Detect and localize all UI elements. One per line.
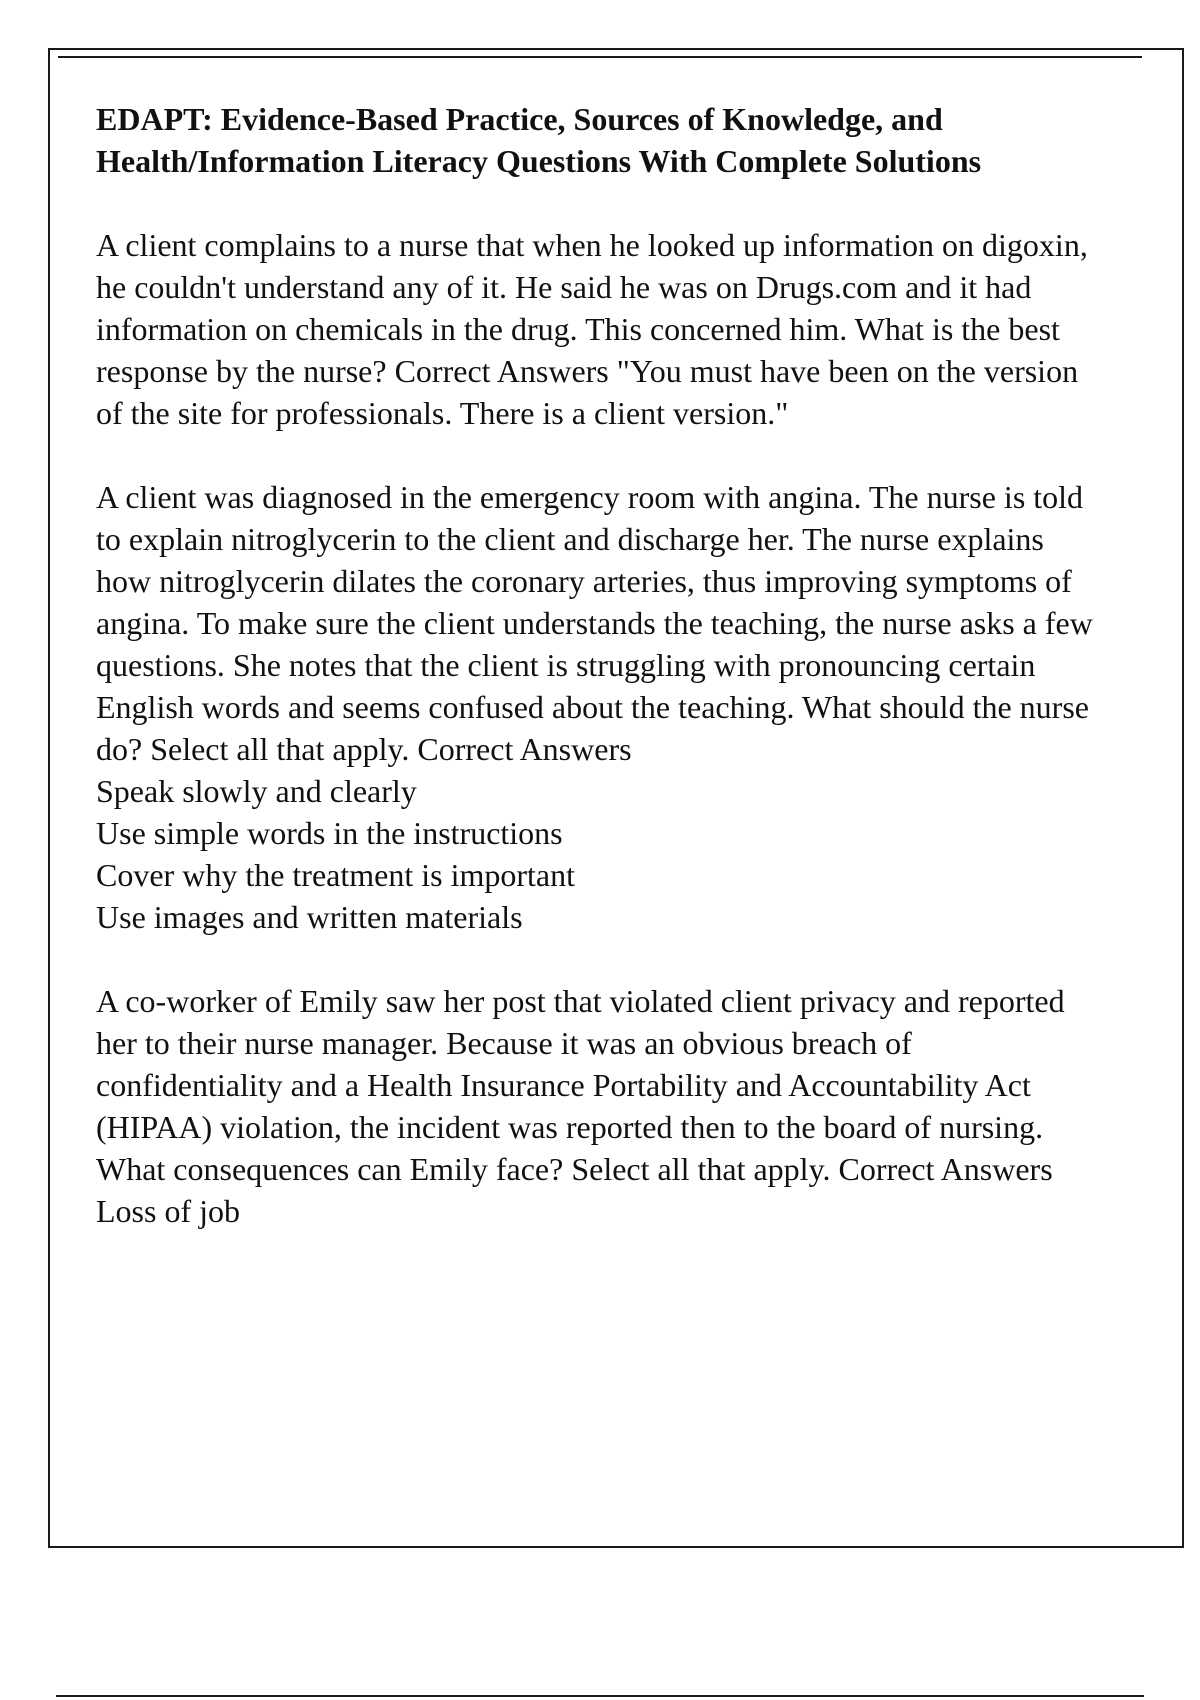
answer-item: Use images and written materials — [96, 899, 523, 935]
answer-item: Speak slowly and clearly — [96, 773, 417, 809]
document-title: EDAPT: Evidence-Based Practice, Sources of Knowledge, and Health/Information Literacy Questions With Complete Solutions — [96, 101, 982, 179]
answer-item: Use simple words in the instructions — [96, 815, 563, 851]
document-content — [96, 98, 1096, 1274]
answer-item: Cover why the treatment is important — [96, 857, 575, 893]
bottom-rule — [56, 1695, 1144, 1697]
question-text: A co-worker of Emily saw her post that violated client privacy and reported her to their nurse manager. Because it was an obvious breach of confidentiality and a Health Insurance Portability and Accountability Act (HIPAA) violation, the incident was reported then to the board of nursing. What consequences can Emily face? Select all that apply. Correct Answers Loss of job — [96, 983, 1065, 1229]
answer-list — [96, 770, 1096, 938]
question-text: A client was diagnosed in the emergency room with angina. The nurse is told to explain nitroglycerin to the client and discharge her. The nurse explains how nitroglycerin dilates the coronary arteries, thus improving symptoms of angina. To make sure the client understands the teaching, the nurse asks a few questions. She notes that the client is struggling with pronouncing certain English words and seems confused about the teaching. What should the nurse do? Select all that apply. Correct Answers — [96, 479, 1093, 767]
question-block-1 — [96, 224, 1096, 434]
question-text: A client complains to a nurse that when he looked up information on digoxin, he couldn't understand any of it. He said he was on Drugs.com and it had information on chemicals in the drug. This concerned him. What is the best response by the nurse? Correct Answers "You must have been on the version of the site for professionals. There is a client version." — [96, 227, 1088, 431]
question-block-2 — [96, 476, 1096, 938]
top-rule — [58, 56, 1142, 58]
question-block-3 — [96, 980, 1096, 1232]
